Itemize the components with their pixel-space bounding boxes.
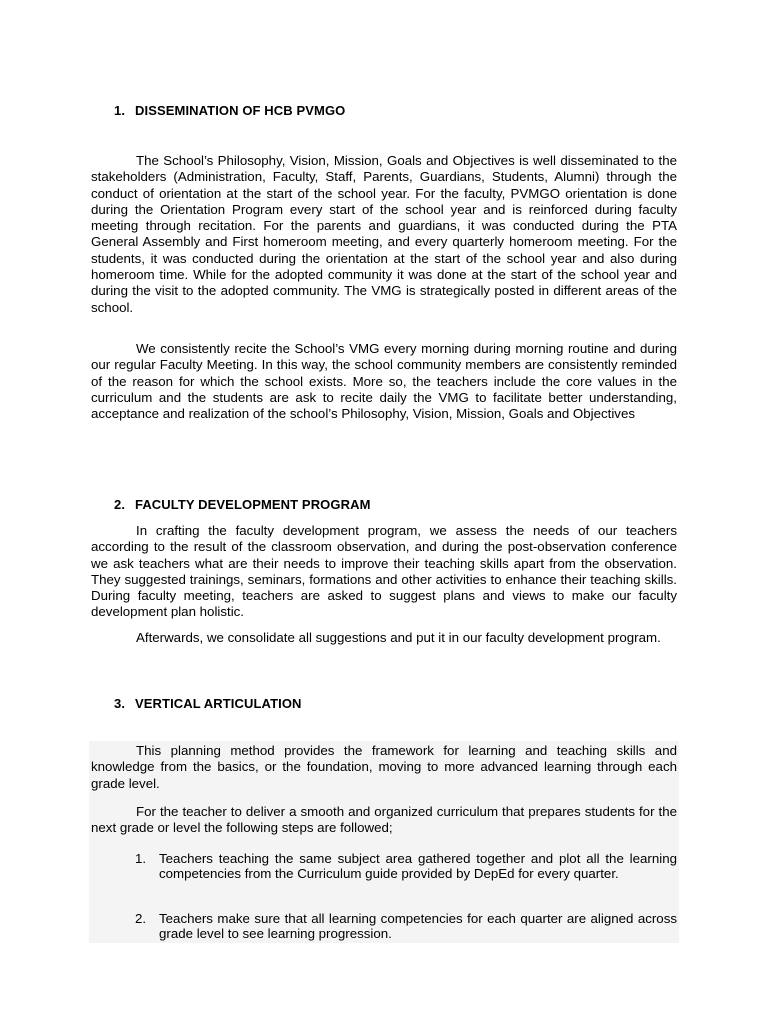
paragraph-vertical-articulation-2: For the teacher to deliver a smooth and organized curriculum that prepares students for the next grade or level the following steps are followed; bbox=[91, 804, 677, 836]
paragraph-vertical-articulation-1: This planning method provides the framework for learning and teaching skills and knowledge from the basics, or the foundation, moving to more advanced learning through each grade level. bbox=[91, 743, 677, 791]
paragraph-dissemination-2: We consistently recite the School’s VMG every morning during morning routine and during our regular Faculty Meeting. In this way, the school community members are consistently reminded of the reason for which the school exists. More so, the teachers include the core values in the curriculum and the students are ask to recite daily the VMG to facilitate better understanding, acceptance and realization of the school’s Philosophy, Vision, Mission, Goals and Objectives bbox=[91, 341, 677, 422]
list-item bbox=[135, 851, 677, 882]
section-heading-vertical-articulation bbox=[114, 696, 302, 711]
paragraph-faculty-development-1: In crafting the faculty development program, we assess the needs of our teachers according to the result of the classroom observation, and during the post-observation conference we ask teachers what are their needs to improve their teaching skills apart from the observation. They suggested trainings, seminars, formations and other activities to enhance their teaching skills. During faculty meeting, teachers are asked to suggest plans and views to make our faculty development plan holistic. bbox=[91, 523, 677, 620]
list-item-text: Teachers teaching the same subject area gathered together and plot all the learning competencies from the Curriculum guide provided by DepEd for every quarter. bbox=[159, 851, 677, 882]
paragraph-dissemination-1: The School’s Philosophy, Vision, Mission, Goals and Objectives is well disseminated to the stakeholders (Administration, Faculty, Staff, Parents, Guardians, Students, Alumni) through the conduct of orientation at the start of the school year. For the faculty, PVMGO orientation is done during the Orientation Program every start of the school year and is reinforced during faculty meeting through recitation. For the parents and guardians, it was conducted during the PTA General Assembly and First homeroom meeting, and every quarterly homeroom meeting. For the students, it was conducted during the orientation at the start of the school year and also during homeroom time. While for the adopted community it was done at the start of the school year and during the visit to the adopted community. The VMG is strategically posted in different areas of the school. bbox=[91, 153, 677, 315]
list-item-number: 2. bbox=[135, 911, 147, 926]
section-heading-faculty-development bbox=[114, 497, 371, 512]
section-heading-dissemination bbox=[114, 103, 345, 118]
list-item-number: 1. bbox=[135, 851, 147, 866]
section-title: FACULTY DEVELOPMENT PROGRAM bbox=[135, 497, 371, 512]
section-number: 1. bbox=[114, 103, 126, 118]
section-number: 2. bbox=[114, 497, 126, 512]
section-title: VERTICAL ARTICULATION bbox=[135, 696, 302, 711]
list-item bbox=[135, 911, 677, 942]
list-item-text: Teachers make sure that all learning competencies for each quarter are aligned across grade level to see learning progression. bbox=[159, 911, 677, 942]
section-title: DISSEMINATION OF HCB PVMGO bbox=[135, 103, 346, 118]
section-number: 3. bbox=[114, 696, 126, 711]
paragraph-faculty-development-2: Afterwards, we consolidate all suggestions and put it in our faculty development program. bbox=[136, 630, 661, 645]
